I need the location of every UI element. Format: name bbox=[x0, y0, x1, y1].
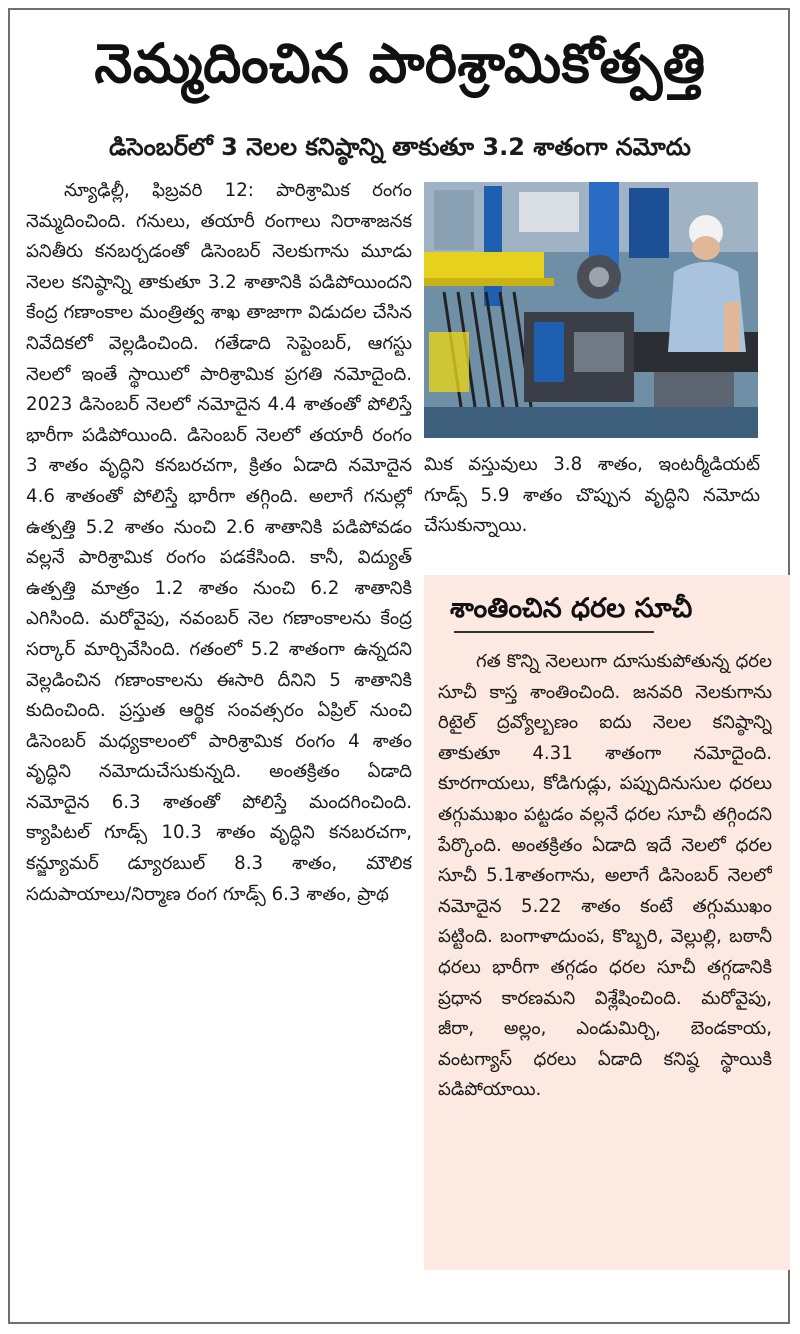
main-body-text: న్యూఢిల్లీ, ఫిబ్రవరి 12: పారిశ్రామిక రంగం నెమ్మదించింది. గనులు, తయారీ రంగాలు నిరాశాజనక పనితీరు కనబర్చడంతో డిసెంబర్ నెలకుగాను మూడు నెలల కనిష్ఠాన్ని తాకుతూ 3.2 శాతానికి పడిపోయిందని కేంద్ర గణాంకాల మంత్రిత్వ శాఖ తాజాగా విడుదల చేసిన నివేదికలో వెల్లడించింది. గతేడాది సెప్టెంబర్, ఆగస్టు నెలలో ఇంతే స్థాయిలో పారిశ్రామిక ప్రగతి నమోదైంది. 2023 డిసెంబర్ నెలలో నమోదైన 4.4 శాతంతో పోలిస్తే భారీగా పడిపోయింది. డిసెంబర్ నెలలో తయారీ రంగం 3 శాతం వృద్ధిని కనబరచగా, క్రితం ఏడాది నమోదైన 4.6 శాతంతో పోలిస్తే భారీగా తగ్గింది. అలాగే గనుల్లో ఉత్పత్తి 5.2 శాతం నుంచి 2.6 శాతానికి పడిపోవడం వల్లనే పారిశ్రామిక రంగం పడకేసింది. కానీ, విద్యుత్ ఉత్పత్తి మాత్రం 1.2 శాతం నుంచి 6.2 శాతానికి ఎగిసింది. మరోవైపు, నవంబర్ నెల గణాంకాలను కేంద్ర సర్కార్ మార్చివేసింది. గతంలో 5.2 శాతంగా ఉన్నదని వెల్లడించిన గణాంకాలను ఈసారి దీనిని 5 శాతానికి కుదించింది. ప్రస్తుత ఆర్థిక సంవత్సరం ఏప్రిల్ నుంచి డిసెంబర్ మధ్యకాలంలో పారిశ్రామిక రంగం 4 శాతం వృద్ధిని నమోదుచేసుకున్నది. అంతక్రితం ఏడాది నమోదైన 6.3 శాతంతో పోలిస్తే మందగించింది. క్యాపిటల్ గూడ్స్ 10.3 శాతం వృద్ధిని కనబరచగా, కన్జ్యూమర్ డ్యూరబుల్ 8.3 శాతం, మౌలిక సదుపాయాలు/నిర్మాణ రంగ గూడ్స్ 6.3 శాతం, ప్రాథ bbox=[26, 180, 412, 905]
continued-column bbox=[424, 450, 760, 575]
sidebar-box bbox=[424, 575, 790, 1270]
subheadline: డిసెంబర్‌లో 3 నెలల కనిష్ఠాన్ని తాకుతూ 3.2 శాతంగా నమోదు bbox=[109, 133, 691, 161]
main-column bbox=[26, 176, 412, 1311]
sidebar-title: శాంతించిన ధరల సూచీ bbox=[450, 593, 693, 624]
headline: నెమ్మదించిన పారిశ్రామికోత్పత్తి bbox=[94, 32, 706, 95]
factory-photo bbox=[424, 182, 758, 438]
sidebar-title-underline bbox=[454, 631, 654, 633]
sidebar-body-text: గత కొన్ని నెలలుగా దూసుకుపోతున్న ధరల సూచీ కాస్త శాంతించింది. జనవరి నెలకుగాను రిటైల్ ద్రవ్యోల్బణం ఐదు నెలల కనిష్ఠాన్ని తాకుతూ 4.31 శాతంగా నమోదైంది. కూరగాయలు, కోడిగుడ్లు, పప్పుదినుసుల ధరలు తగ్గుముఖం పట్టడం వల్లనే ధరల సూచీ తగ్గిందని పేర్కొంది. అంతక్రితం ఏడాది ఇదే నెలలో ధరల సూచీ 5.1శాతంగాను, అలాగే డిసెంబర్ నెలలో నమోదైన 5.22 శాతం కంటే తగ్గుముఖం పట్టింది. బంగాళాదుంప, కొబ్బరి, వెల్లుల్లి, బఠానీ ధరలు భారీగా తగ్గడం ధరల సూచీ తగ్గడానికి ప్రధాన కారణమని విశ్లేషించింది. మరోవైపు, జీరా, అల్లం, ఎండుమిర్చి, బెండకాయ, వంటగ్యాస్ ధరలు ఏడాది కనిష్ఠ స్థాయికి పడిపోయాయి. bbox=[438, 651, 772, 1101]
sidebar-text bbox=[438, 647, 772, 1207]
continued-body-text: మిక వస్తువులు 3.8 శాతం, ఇంటర్మీడియట్ గూడ్స్ 5.9 శాతం చొప్పున వృద్ధిని నమోదు చేసుకున్నాయి. bbox=[424, 454, 760, 537]
